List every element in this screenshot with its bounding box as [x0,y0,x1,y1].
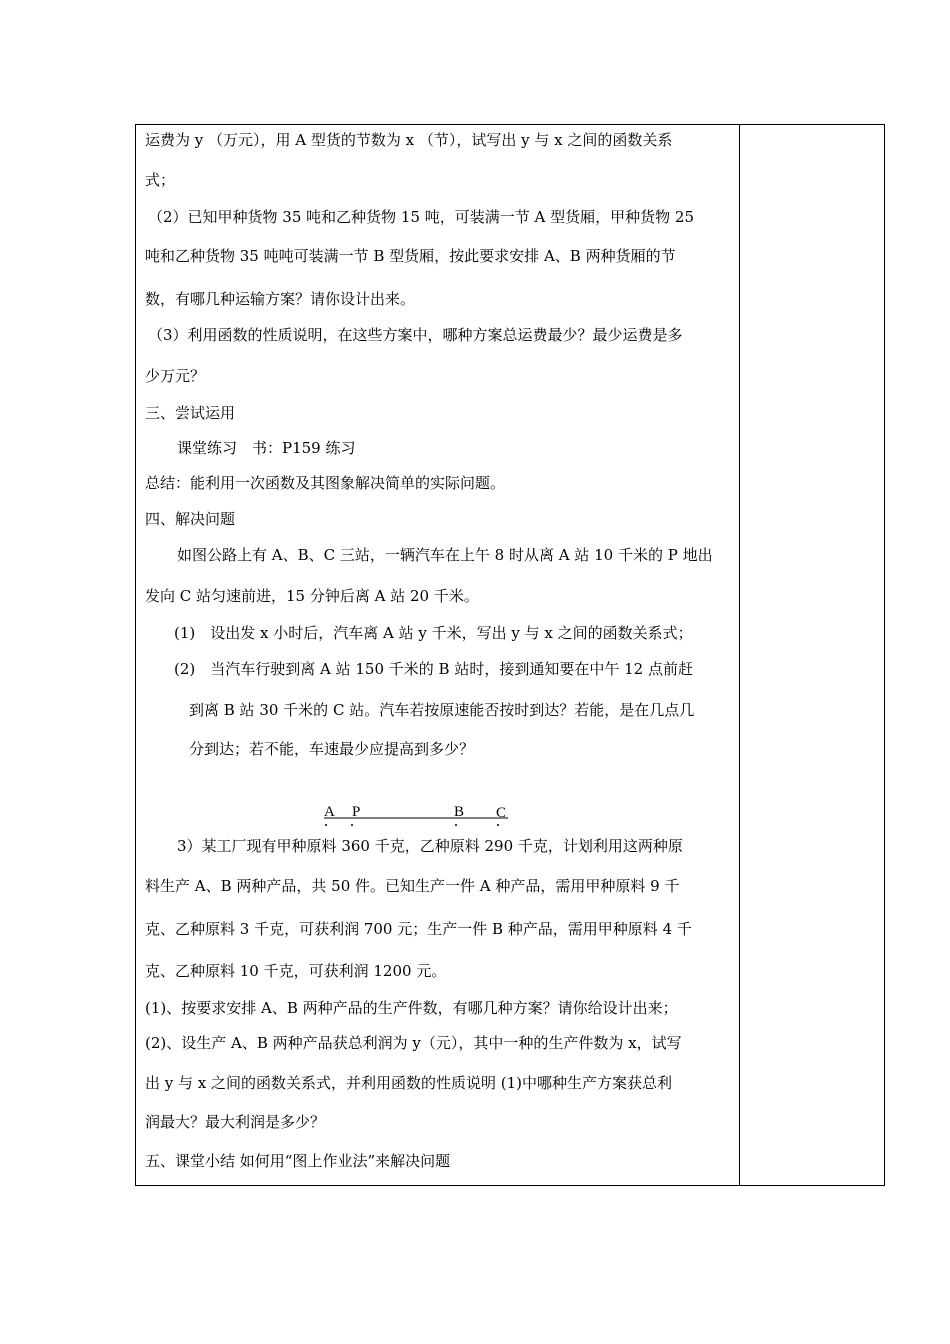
text-line: （3）利用函数的性质说明，在这些方案中，哪种方案总运费最少？最少运费是多 [148,326,683,344]
text-line: 3）某工厂现有甲种原料 360 千克，乙种原料 290 千克，计划利用这两种原 [177,837,683,855]
station-b-label: B [454,804,465,820]
station-c-label: C [496,805,507,821]
text-line: 发向 C 站匀速前进，15 分钟后离 A 站 20 千米。 [145,587,479,605]
station-b-dot [455,824,457,826]
lesson-table [135,124,885,1186]
table-column-divider [739,124,740,1186]
text-line: 数，有哪几种运输方案？请你设计出来。 [145,290,416,308]
text-line: (1)、按要求安排 A、B 两种产品的生产件数，有哪几种方案？请你给设计出来； [145,999,678,1017]
text-line: 少万元？ [145,367,206,385]
section-heading: 五、课堂小结 如何用“图上作业法”来解决问题 [145,1152,451,1170]
text-line: 润最大？最大利润是多少？ [145,1113,326,1131]
text-line: (1) 设出发 x 小时后，汽车离 A 站 y 千米，写出 y 与 x 之间的函数关系式； [174,624,693,642]
text-line: 出 y 与 x 之间的函数关系式，并利用函数的性质说明 (1)中哪种生产方案获总利 [145,1074,673,1092]
station-c-dot [497,824,499,826]
point-p-label: P [352,804,361,820]
text-line: 运费为 y （万元），用 A 型货的节数为 x （节），试写出 y 与 x 之间的函数关系 [145,131,673,149]
text-line: 克、乙种原料 10 千克，可获利润 1200 元。 [145,962,447,980]
point-p-dot [351,824,353,826]
text-line: 如图公路上有 A、B、C 三站，一辆汽车在上午 8 时从离 A 站 10 千米的 P 地出 [177,546,713,564]
station-a-label: A [324,804,335,820]
text-line: 总结：能利用一次函数及其图象解决简单的实际问题。 [145,474,506,492]
text-line: (2) 当汽车行驶到离 A 站 150 千米的 B 站时，接到通知要在中午 12 点前赶 [174,660,693,678]
section-heading: 四、解决问题 [145,510,236,528]
text-line: 到离 B 站 30 千米的 C 站。汽车若按原速能否按时到达？若能，是在几点几 [189,701,695,719]
station-a-dot [325,824,327,826]
text-line: （2）已知甲种货物 35 吨和乙种货物 15 吨，可装满一节 A 型货厢，甲种货物 25 [148,208,695,226]
text-line: 课堂练习 书：P159 练习 [177,439,356,457]
text-line: 料生产 A、B 两种产品，共 50 件。已知生产一件 A 种产品，需用甲种原料 9 千 [145,877,680,895]
text-line: 式； [145,171,176,189]
text-line: (2)、设生产 A、B 两种产品获总利润为 y（元），其中一种的生产件数为 x，试写 [145,1034,682,1052]
text-line: 分到达；若不能，车速最少应提高到多少？ [189,740,475,758]
road-diagram [320,800,520,830]
section-heading: 三、尝试运用 [145,404,236,422]
text-line: 吨和乙种货物 35 吨吨可装满一节 B 型货厢，按此要求安排 A、B 两种货厢的节 [145,247,676,265]
text-line: 克、乙种原料 3 千克，可获利润 700 元；生产一件 B 种产品，需用甲种原料 4 千 [145,920,692,938]
